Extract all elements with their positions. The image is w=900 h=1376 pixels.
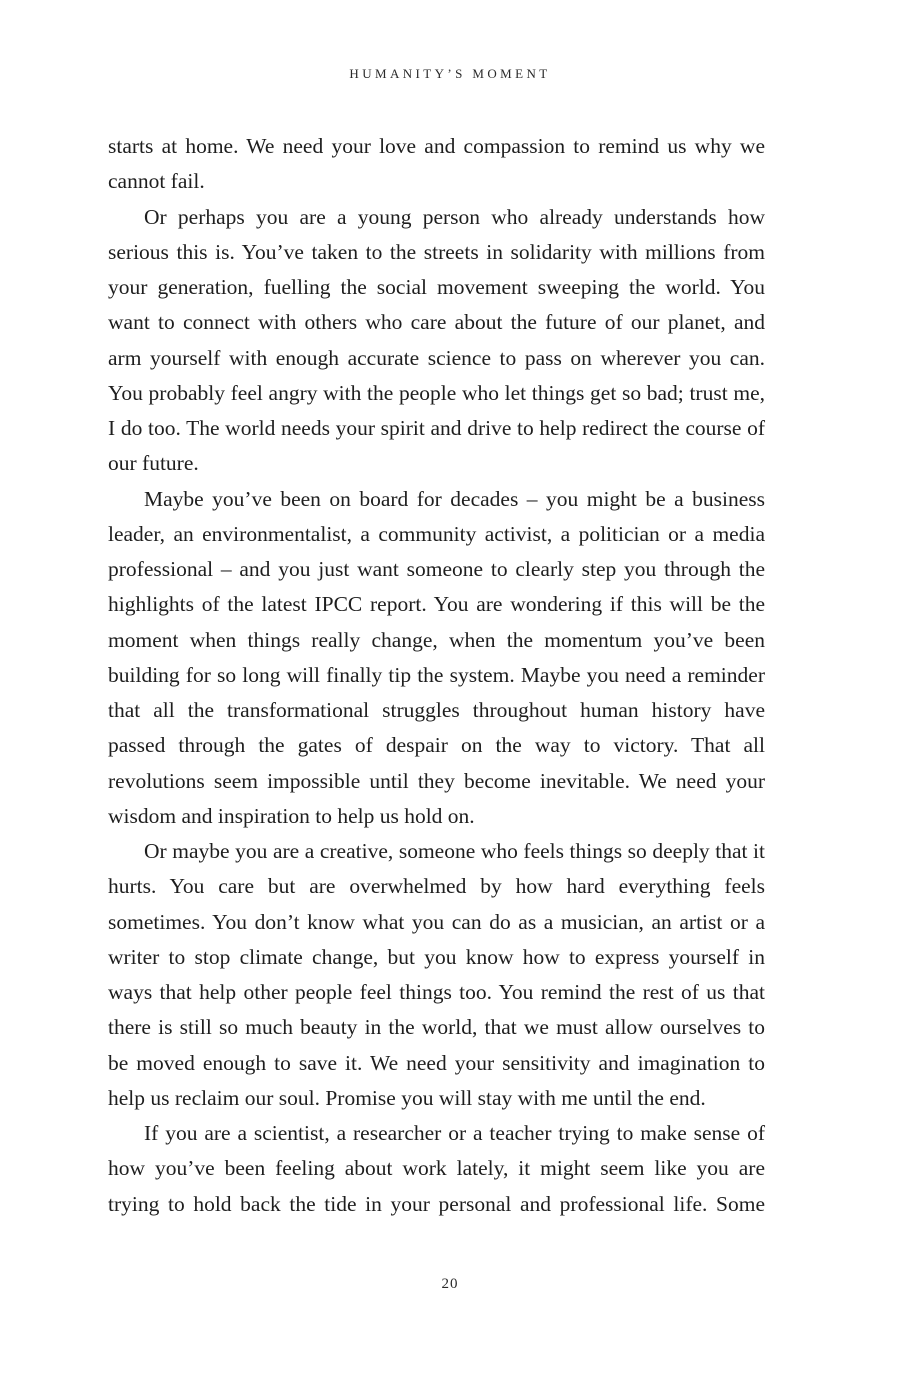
body-text: [108, 129, 765, 1222]
paragraph-continued: starts at home. We need your love and compassion to remind us why we cannot fail.: [108, 134, 765, 194]
page-number: 20: [441, 1276, 459, 1292]
paragraph-creative: Or maybe you are a creative, someone who feels things so deeply that it hurts. You care but are overwhelmed by how hard everything feels sometimes. You don’t know what you can do as a musician, an artist or a writer to stop climate change, but you know how to express yourself in ways that help other people feel things too. You remind the rest of us that there is still so much beauty in the world, that we must allow ourselves to be moved enough to save it. We need your sensitivity and imagination to help us reclaim our soul. Promise you will stay with me until the end.: [108, 839, 765, 1110]
paragraph-scientist: If you are a scientist, a researcher or a teacher trying to make sense of how you’ve been feeling about work lately, it might seem like you are trying to hold back the tide in your personal and professional life. Some: [108, 1121, 765, 1216]
running-head: HUMANITY’S MOMENT: [349, 66, 551, 81]
paragraph-young-person: Or perhaps you are a young person who already understands how serious this is. You’ve taken to the streets in solidarity with millions from your generation, fuelling the social movement sweeping the world. You want to connect with others who care about the future of our planet, and arm yourself with enough accurate science to pass on wherever you can. You probably feel angry with the people who let things get so bad; trust me, I do too. The world needs your spirit and drive to help redirect the course of our future.: [108, 204, 765, 476]
paragraph-on-board-for-decades: Maybe you’ve been on board for decades – you might be a business leader, an environmentalist, a community activist, a politician or a media professional – and you just want someone to clearly step you through the highlights of the latest IPCC report. You are wondering if this will be the moment when things really change, when the momentum you’ve been building for so long will finally tip the system. Maybe you need a reminder that all the transformational struggles throughout human history have passed through the gates of despair on the way to victory. That all revolutions seem impossible until they become inevitable. We need your wisdom and inspiration to help us hold on.: [108, 486, 765, 828]
